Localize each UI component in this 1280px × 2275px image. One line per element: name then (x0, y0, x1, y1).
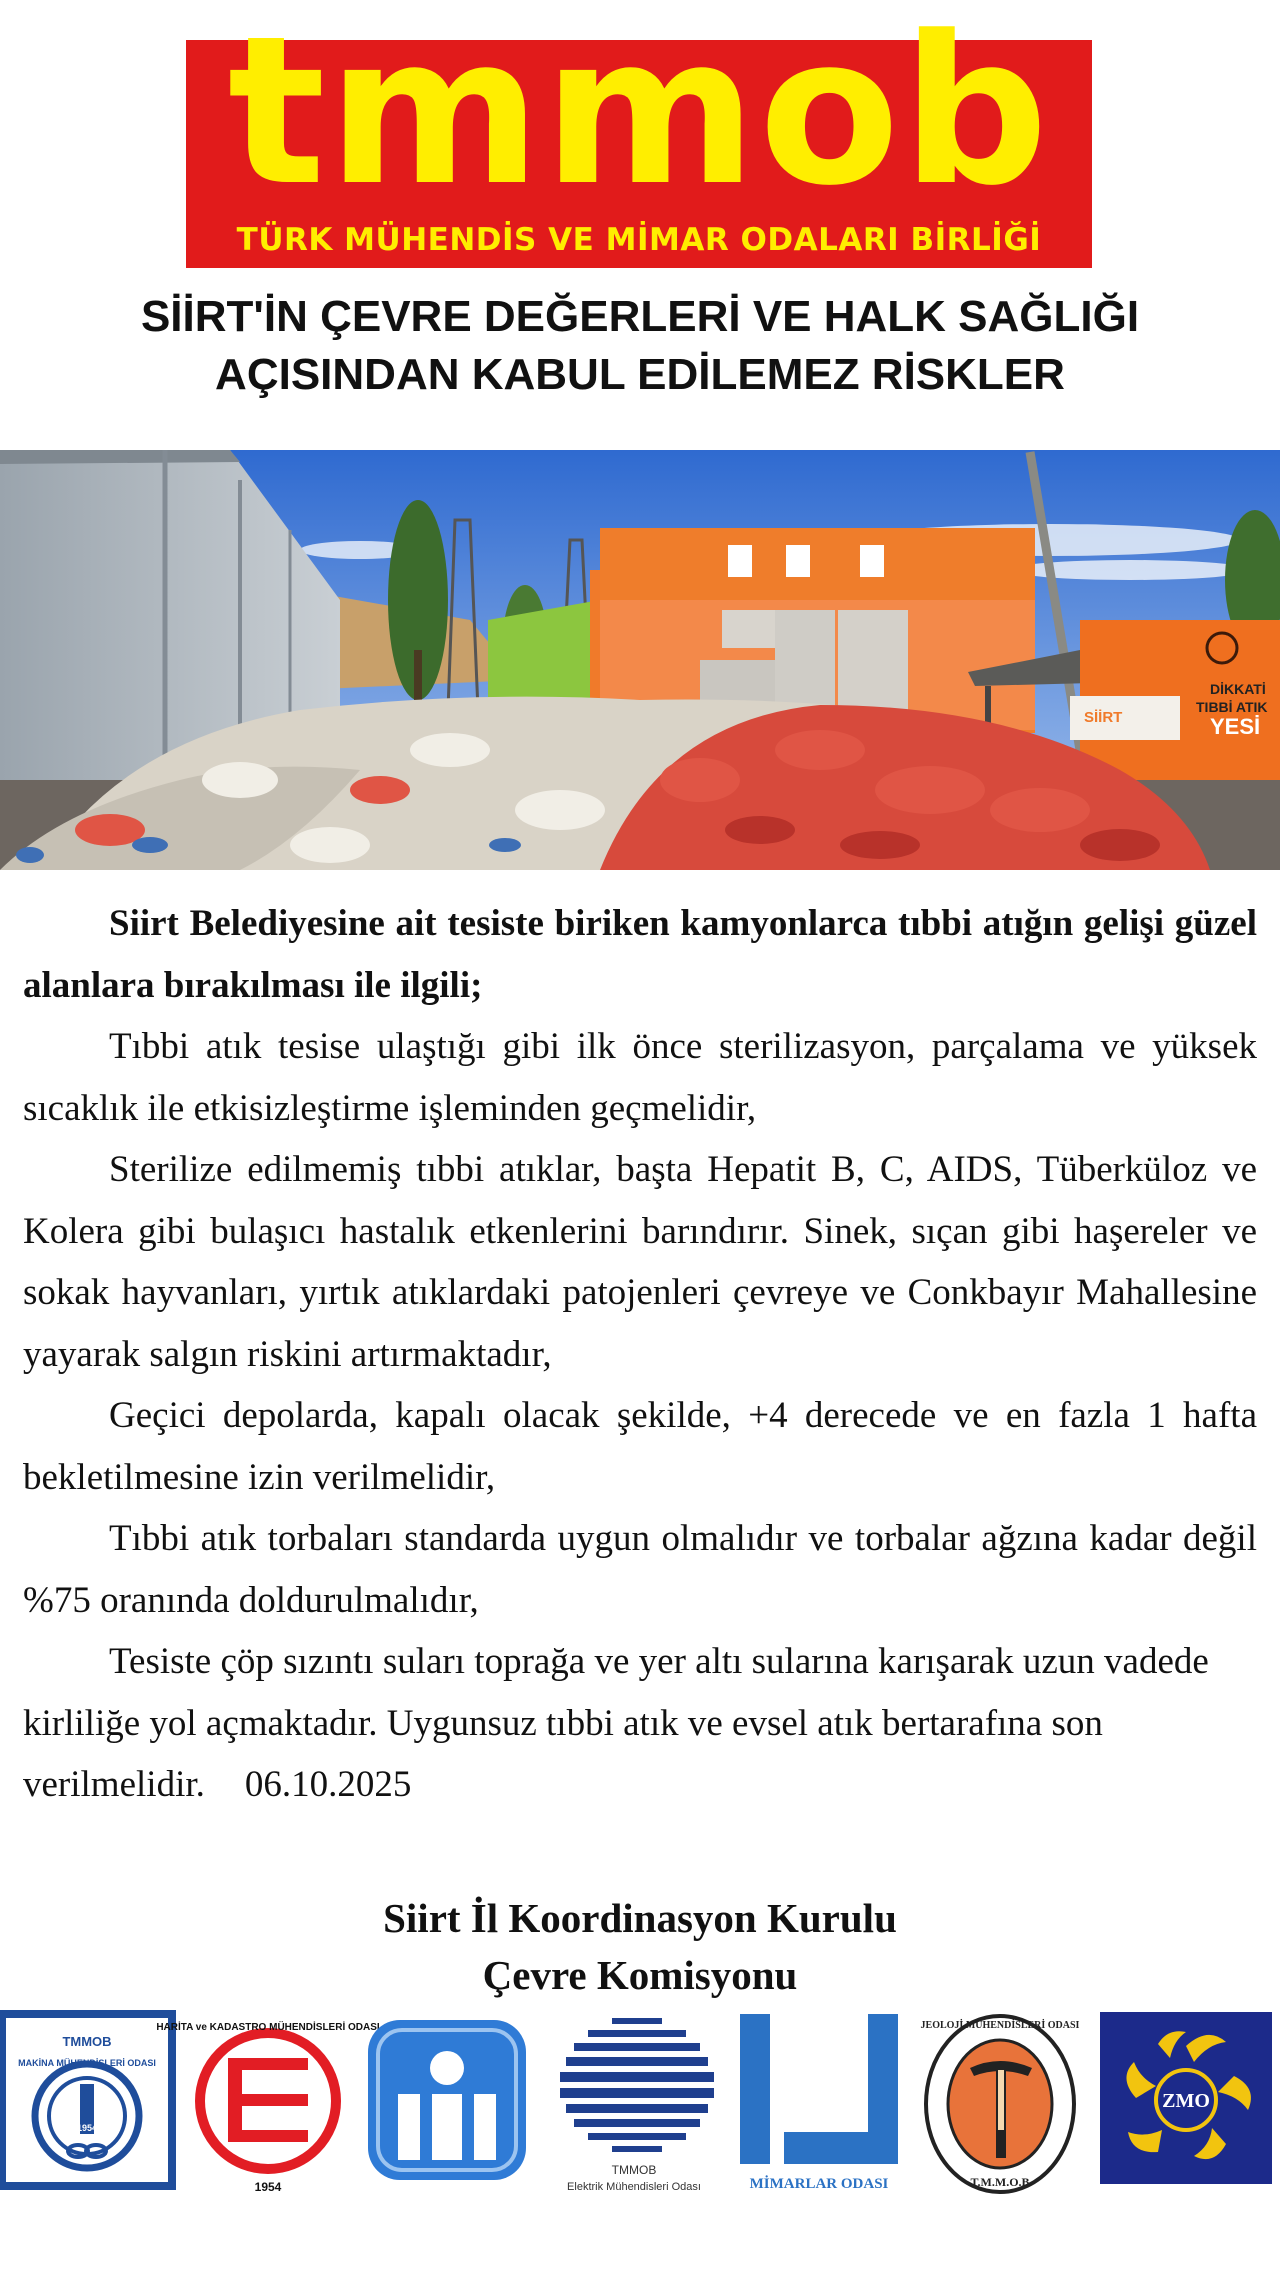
statement-body (23, 893, 1257, 1816)
hkmo-ring-text: HARİTA ve KADASTRO MÜHENDİSLERİ ODASI (156, 2022, 380, 2033)
zmo-text: ZMO (1162, 2090, 1210, 2112)
statement-paragraph-5-text: Tesiste çöp sızıntı suları toprağa ve yer altı sularına karışarak uzun vadede kirliliğe yol açmaktadır. Uygunsuz tıbbi atık ve evsel atık bertarafına son verilmelidir. (23, 1641, 1209, 1805)
tmmob-subtitle: TÜRK MÜHENDİS VE MİMAR ODALARI BİRLİĞİ (236, 222, 1042, 258)
mmo-year: 1954 (76, 2123, 98, 2133)
tmmob-logo-text: tmmob (227, 0, 1051, 231)
hkmo-logo (156, 2006, 380, 2196)
chamber-logos (0, 2006, 1280, 2196)
statement-lead: Siirt Belediyesine ait tesiste biriken kamyonlarca tıbbi atığın gelişi güzel alanlara bırakılması ile ilgili; (23, 903, 1257, 1006)
hkmo-year: 1954 (254, 2180, 282, 2194)
tmmob-banner-logo (186, 0, 1092, 268)
signature-line-2: Çevre Komisyonu (482, 1952, 798, 1998)
emo-line-2: Elektrik Mühendisleri Odası (567, 2181, 701, 2193)
mimarlar-odasi-logo (734, 2006, 904, 2196)
statement-date: 06.10.2025 (244, 1764, 412, 1805)
zmo-logo (1098, 2006, 1274, 2196)
truck-sign-line-3: YESİ (1210, 714, 1261, 739)
headline (0, 288, 1280, 404)
truck-sign-line-1: DİKKATİ (1210, 681, 1266, 697)
headline-line-2: AÇISINDAN KABUL EDİLEMEZ RİSKLER (215, 350, 1065, 399)
jeoloji-ring-text: JEOLOJİ MÜHENDİSLERİ ODASI (920, 2020, 1080, 2031)
signature-line-1: Siirt İl Koordinasyon Kurulu (383, 1895, 897, 1941)
statement-paragraph-5 (23, 1631, 1257, 1816)
mmo-logo (0, 2006, 175, 2196)
truck-text: SİİRT (1084, 709, 1123, 726)
emo-line-1: TMMOB (611, 2163, 657, 2177)
statement-paragraph-3: Geçici depolarda, kapalı olacak şekilde, +4 derecede ve en fazla 1 hafta bekletilmesine izin verilmelidir, (23, 1395, 1257, 1498)
truck-sign-line-2: TIBBİ ATIK (1196, 699, 1268, 715)
jeoloji-bottom-text: T.M.M.O.B (970, 2175, 1030, 2189)
signature (0, 1890, 1280, 2004)
statement-paragraph-1: Tıbbi atık tesise ulaştığı gibi ilk önce sterilizasyon, parçalama ve yüksek sıcaklık ile etkisizleştirme işleminden geçmelidir, (23, 1026, 1257, 1129)
imo-logo (362, 2006, 532, 2196)
waste-facility-photo (0, 450, 1280, 870)
emo-logo (552, 2006, 712, 2196)
mimarlar-odasi-text: MİMARLAR ODASI (749, 2176, 889, 2192)
mmo-top-text: TMMOB (62, 2034, 112, 2049)
jeoloji-logo (920, 2006, 1080, 2196)
statement-paragraph-4: Tıbbi atık torbaları standarda uygun olmalıdır ve torbalar ağzına kadar değil %75 oranında doldurulmalıdır, (23, 1518, 1257, 1621)
headline-line-1: SİİRT'İN ÇEVRE DEĞERLERİ VE HALK SAĞLIĞI (140, 292, 1140, 341)
mmo-ring-text: MAKİNA MÜHENDİSLERİ ODASI (18, 2058, 156, 2068)
statement-paragraph-2: Sterilize edilmemiş tıbbi atıklar, başta Hepatit B, C, AIDS, Tüberküloz ve Kolera gibi bulaşıcı hastalık etkenlerini barındırır. Sinek, sıçan gibi haşereler ve sokak hayvanları, yırtık atıklardaki patojenleri çevreye ve Conkbayır Mahallesine yayarak salgın riskini artırmaktadır, (23, 1149, 1257, 1375)
